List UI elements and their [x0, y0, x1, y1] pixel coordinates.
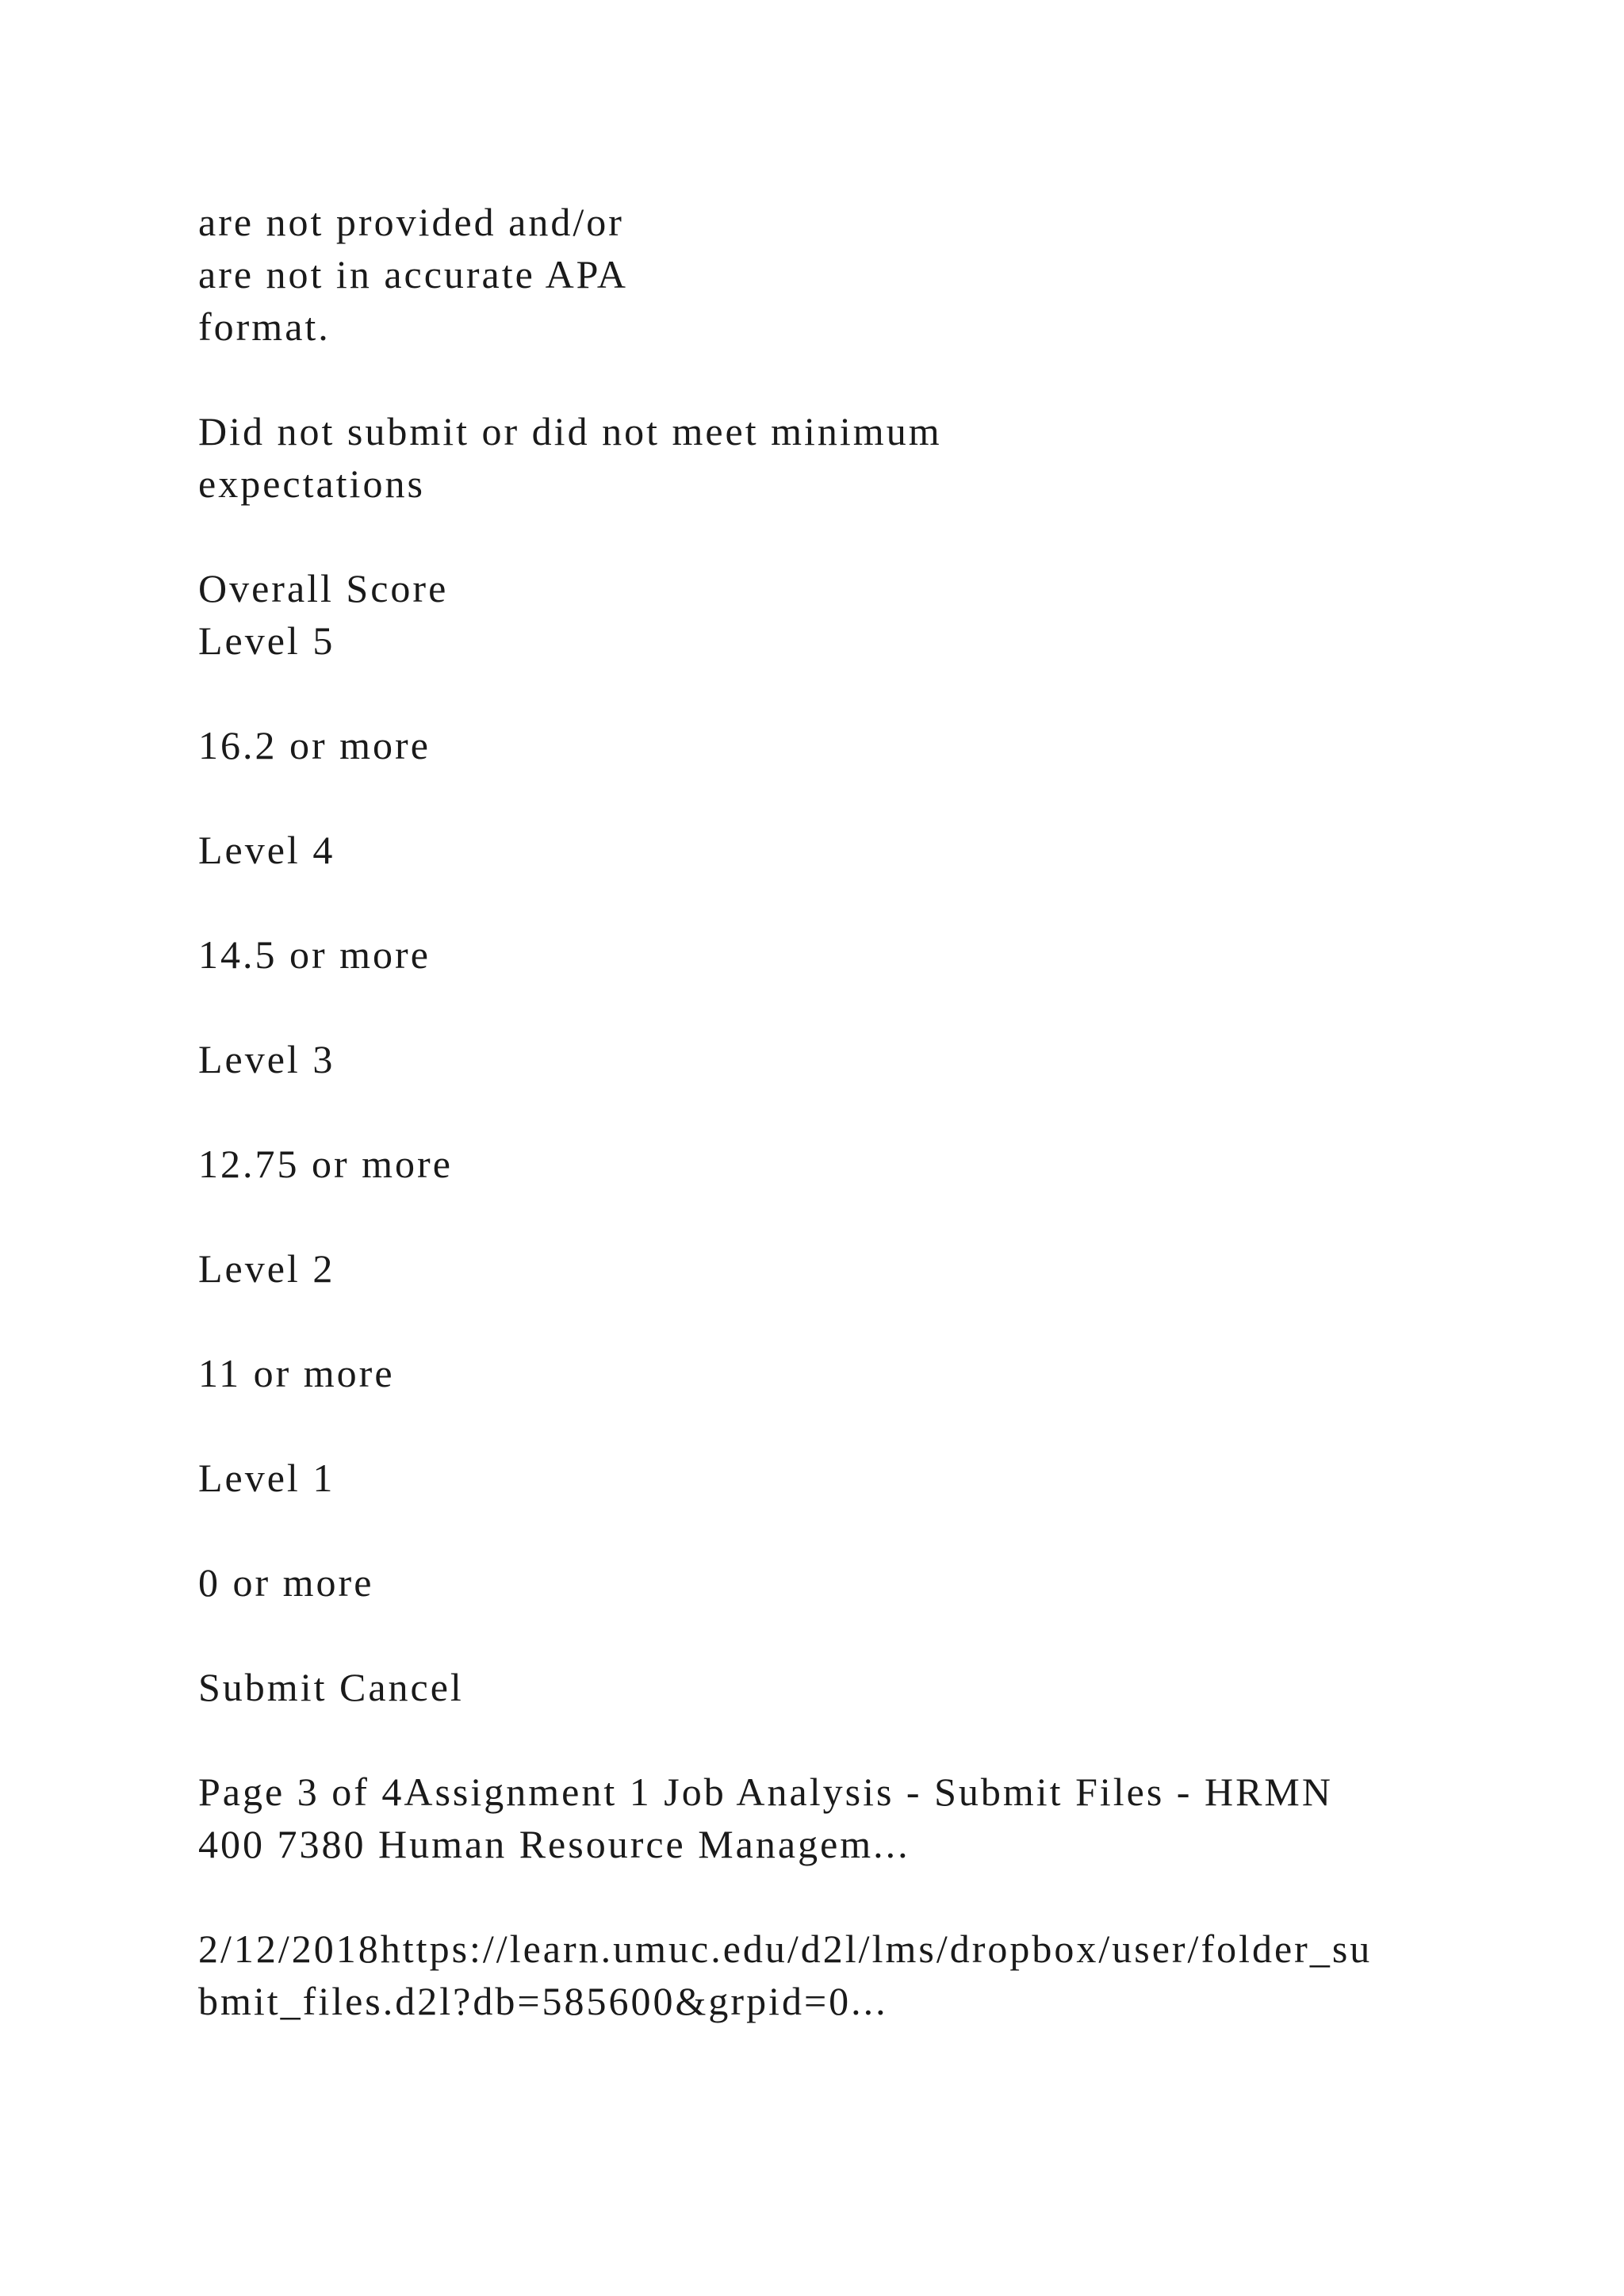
level-threshold: 0 or more — [198, 1560, 374, 1605]
level-threshold: 16.2 or more — [198, 723, 431, 767]
overall-score-heading: Overall Score — [198, 566, 449, 610]
cancel-button[interactable]: Cancel — [339, 1665, 464, 1709]
criteria-text: format. — [198, 304, 331, 349]
page-title-footer: Page 3 of 4Assignment 1 Job Analysis - Submit Files - HRMN — [198, 1770, 1333, 1814]
level-threshold: 14.5 or more — [198, 932, 431, 977]
url-footer: bmit_files.d2l?db=585600&grpid=0... — [198, 1979, 888, 2023]
criteria-text: are not in accurate APA — [198, 252, 628, 297]
criteria-text: are not provided and/or — [198, 200, 624, 244]
level-label: Level 2 — [198, 1246, 335, 1291]
level-threshold: 12.75 or more — [198, 1142, 453, 1186]
level-label: Level 3 — [198, 1037, 335, 1081]
level-label: Level 1 — [198, 1456, 335, 1500]
submit-button[interactable]: Submit — [198, 1665, 327, 1709]
criteria-text: expectations — [198, 461, 425, 506]
form-actions — [198, 1661, 464, 1713]
criteria-text: Did not submit or did not meet minimum — [198, 409, 942, 453]
page-title-footer: 400 7380 Human Resource Managem... — [198, 1822, 910, 1866]
level-threshold: 11 or more — [198, 1351, 395, 1395]
level-label: Level 5 — [198, 618, 335, 663]
url-footer: 2/12/2018https://learn.umuc.edu/d2l/lms/dropbox/user/folder_su — [198, 1927, 1373, 1971]
level-label: Level 4 — [198, 828, 335, 872]
